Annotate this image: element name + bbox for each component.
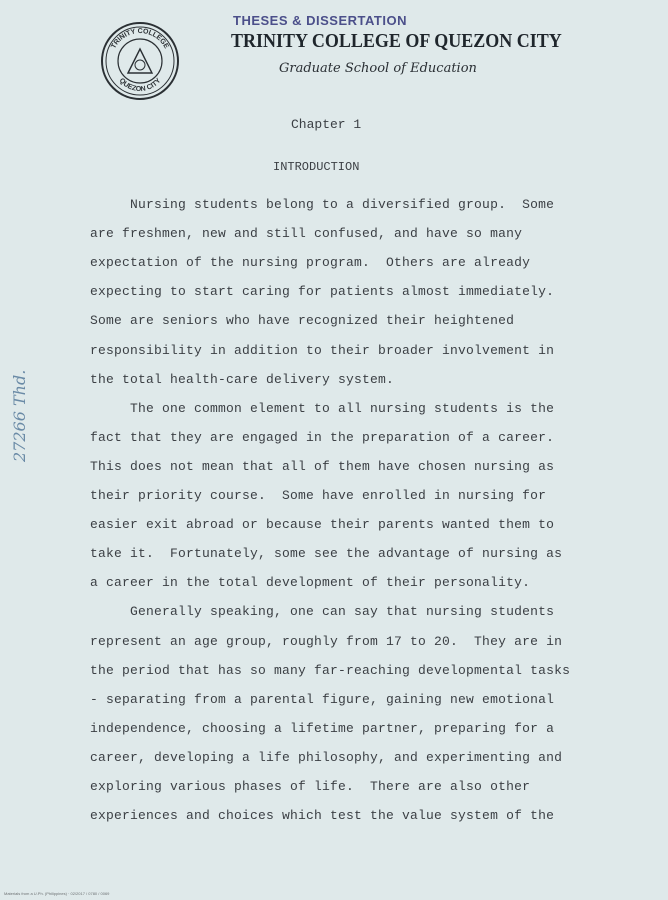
body-line: independence, choosing a lifetime partner, preparing for a [90, 720, 555, 736]
body-line: their priority course. Some have enrolled in nursing for [90, 488, 547, 503]
footer-note: Materials from a U.Ph. (Philippines) · 02/2017 / 0780 / 0069 [4, 891, 110, 896]
body-line: a career in the total development of their personality. [90, 575, 531, 591]
body-line: expecting to start caring for patients almost immediately. [90, 284, 555, 300]
body-line: fact that they are engaged in the preparation of a career. [90, 429, 555, 445]
section-heading: INTRODUCTION [273, 160, 360, 174]
chapter-label: Chapter 1 [291, 117, 362, 132]
body-line: are freshmen, new and still confused, and have so many [90, 226, 523, 242]
body-line: take it. Fortunately, some see the advantage of nursing as [90, 546, 563, 562]
body-line: Some are seniors who have recognized their heightened [90, 313, 515, 329]
margin-handwritten-note: 27266 Thd. [10, 369, 29, 462]
body-line: represent an age group, roughly from 17 to 20. They are in [90, 633, 563, 649]
seal-text-top: TRINITY COLLEGE [110, 27, 170, 50]
body-line: the period that has so many far-reaching developmental tasks [90, 662, 571, 678]
body-line: the total health-care delivery system. [90, 371, 395, 387]
theses-stamp: THESES & DISSERTATION [233, 13, 407, 28]
body-line: Nursing students belong to a diversified group. Some [90, 197, 555, 212]
body-line: experiences and choices which test the value system of the [90, 808, 555, 824]
body-line: This does not mean that all of them have chosen nursing as [90, 458, 555, 474]
body-line: exploring various phases of life. There are also other [90, 779, 531, 794]
body-line: - separating from a parental figure, gaining new emotional [90, 691, 555, 707]
body-line: expectation of the nursing program. Others are already [90, 255, 531, 271]
body-line: easier exit abroad or because their parents wanted them to [90, 517, 555, 533]
college-seal-icon [100, 21, 180, 101]
school-name: Graduate School of Education [279, 61, 477, 76]
body-line: Generally speaking, one can say that nursing students [90, 604, 555, 620]
body-line: responsibility in addition to their broader involvement in [90, 342, 555, 358]
college-name: TRINITY COLLEGE OF QUEZON CITY [231, 30, 562, 52]
body-line: career, developing a life philosophy, and experimenting and [90, 749, 563, 765]
seal-text-bottom: QUEZON CITY [117, 77, 163, 94]
body-line: The one common element to all nursing students is the [90, 400, 555, 416]
